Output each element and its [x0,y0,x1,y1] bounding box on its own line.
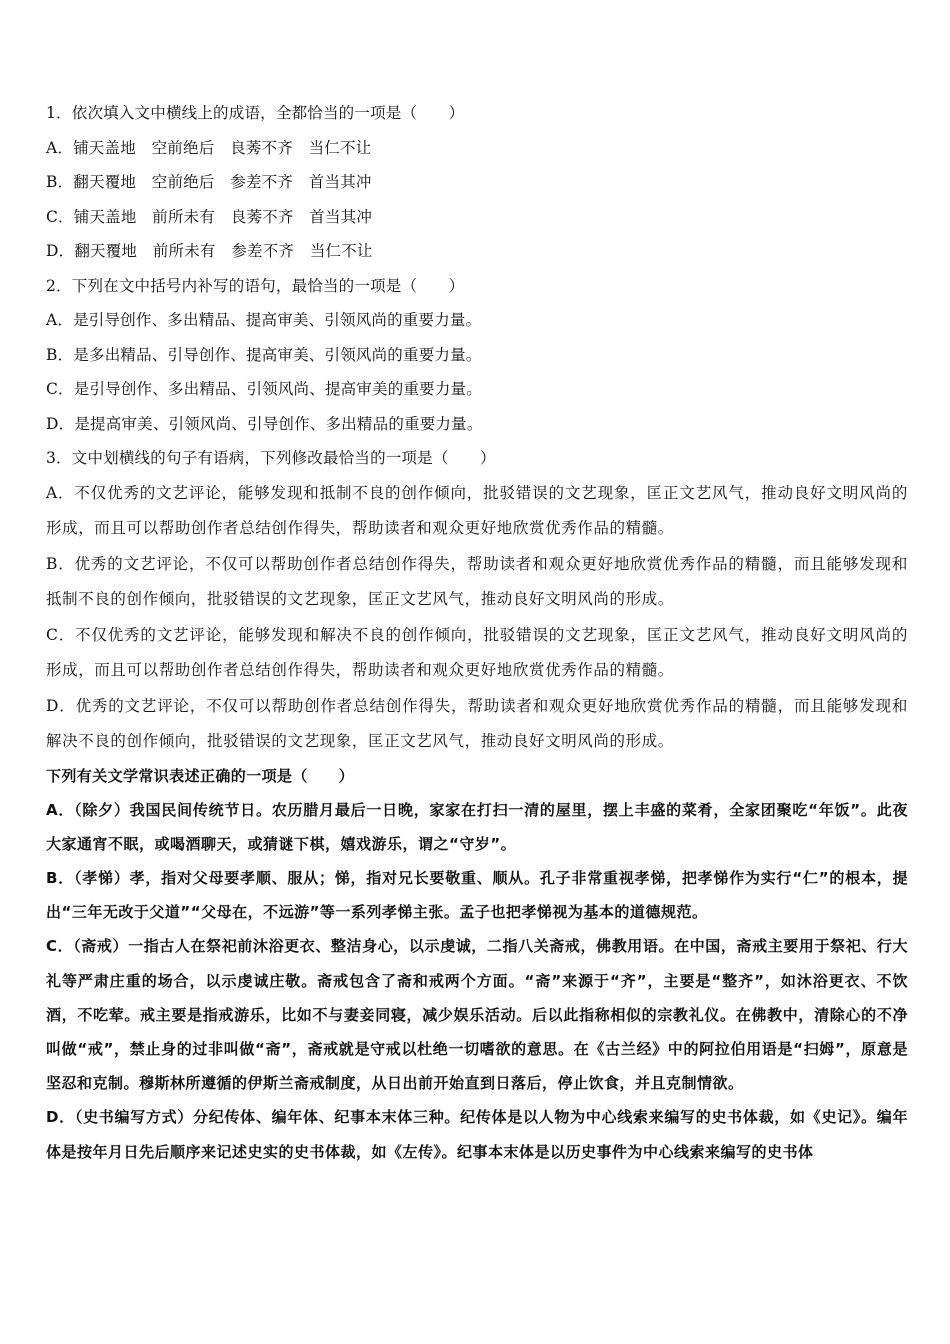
question-4-option-d: D．（史书编写方式）分纪传体、编年体、纪事本末体三种。纪传体是以人物为中心线索来编写的史书体裁，如《史记》。编年体是按年月日先后顺序来记述史实的史书体裁，如《左传》。纪事本末体是以历史事件为中心线索来编写的史书体 [46,1108,908,1161]
question-2-option-a: A．是引导创作、多出精品、提高审美、引领风尚的重要力量。 [46,311,482,329]
document-page [46,96,908,1168]
question-1-stem: 1．依次填入文中横线上的成语，全都恰当的一项是（ ） [46,104,465,122]
question-4-stem: 下列有关文学常识表述正确的一项是（ ） [46,766,355,785]
question-1-option-b: B．翻天覆地 空前绝后 参差不齐 首当其冲 [46,173,372,191]
question-1-option-c: C．铺天盖地 前所未有 良莠不齐 首当其冲 [46,207,373,226]
question-2-option-b: B．是多出精品、引导创作、提高审美、引领风尚的重要力量。 [46,345,482,364]
question-3-option-d: D．优秀的文艺评论，不仅可以帮助创作者总结创作得失，帮助读者和观众更好地欣赏优秀作品的精髓，而且能够发现和解决不良的创作倾向，批驳错误的文艺现象，匡正文艺风气，推动良好文明风尚的形成。 [46,696,908,750]
question-1-option-d: D．翻天覆地 前所未有 参差不齐 当仁不让 [46,242,373,260]
question-1-option-a: A．铺天盖地 空前绝后 良莠不齐 当仁不让 [46,138,372,157]
question-2-option-d: D．是提高审美、引领风尚、引导创作、多出精品的重要力量。 [46,414,483,433]
question-4-option-c: C．（斋戒）一指古人在祭祀前沐浴更衣、整洁身心，以示虔诚，二指八关斋戒，佛教用语。在中国，斋戒主要用于祭祀、行大礼等严肃庄重的场合，以示虔诚庄敬。斋戒包含了斋和戒两个方面。“斋”来源于“齐”，主要是“整齐”，如沐浴更衣、不饮酒，不吃荤。戒主要是指戒游乐，比如不与妻妾同寝，减少娱乐活动。后以此指称相似的宗教礼仪。在佛教中，清除心的不净叫做“戒”，禁止身的过非叫做“斋”，斋戒就是守戒以杜绝一切嗜欲的意思。在《古兰经》中的阿拉伯用语是“扫姆”，原意是坚忍和克制。穆斯林所遵循的伊斯兰斋戒制度，从日出前开始直到日落后，停止饮食，并且克制情欲。 [46,937,908,1093]
question-2-stem: 2．下列在文中括号内补写的语句，最恰当的一项是（ ） [46,276,465,295]
question-2-option-c: C．是引导创作、多出精品、引领风尚、提高审美的重要力量。 [46,380,482,398]
question-4-option-d-container [46,1100,908,1168]
question-3-stem: 3．文中划横线的句子有语病，下列修改最恰当的一项是（ ） [46,449,496,467]
question-3-option-c: C．不仅优秀的文艺评论，能够发现和解决不良的创作倾向，批驳错误的文艺现象，匡正文艺风气，推动良好文明风尚的形成，而且可以帮助创作者总结创作得失，帮助读者和观众更好地欣赏优秀作品的精髓。 [46,625,908,679]
question-3-option-b: B．优秀的文艺评论，不仅可以帮助创作者总结创作得失，帮助读者和观众更好地欣赏优秀作品的精髓，而且能够发现和抵制不良的创作倾向，批驳错误的文艺现象，匡正文艺风气，推动良好文明风尚的形成。 [46,554,908,608]
question-4-option-a: A．（除夕）我国民间传统节日。农历腊月最后一日晚，家家在打扫一清的屋里，摆上丰盛的菜肴，全家团聚吃“年饭”。此夜大家通宵不眠，或喝酒聊天，或猜谜下棋，嬉戏游乐，谓之“守岁”。 [46,800,908,853]
question-4-option-b: B．（孝悌）孝，指对父母要孝顺、服从；悌，指对兄长要敬重、顺从。孔子非常重视孝悌，把孝悌作为实行“仁”的根本，提出“三年无改于父道”“父母在，不远游”等一系列孝悌主张。孟子也把孝悌视为基本的道德规范。 [46,868,908,922]
question-3-option-a: A．不仅优秀的文艺评论，能够发现和抵制不良的创作倾向，批驳错误的文艺现象，匡正文艺风气，推动良好文明风尚的形成，而且可以帮助创作者总结创作得失，帮助读者和观众更好地欣赏优秀作品的精髓。 [46,483,908,537]
